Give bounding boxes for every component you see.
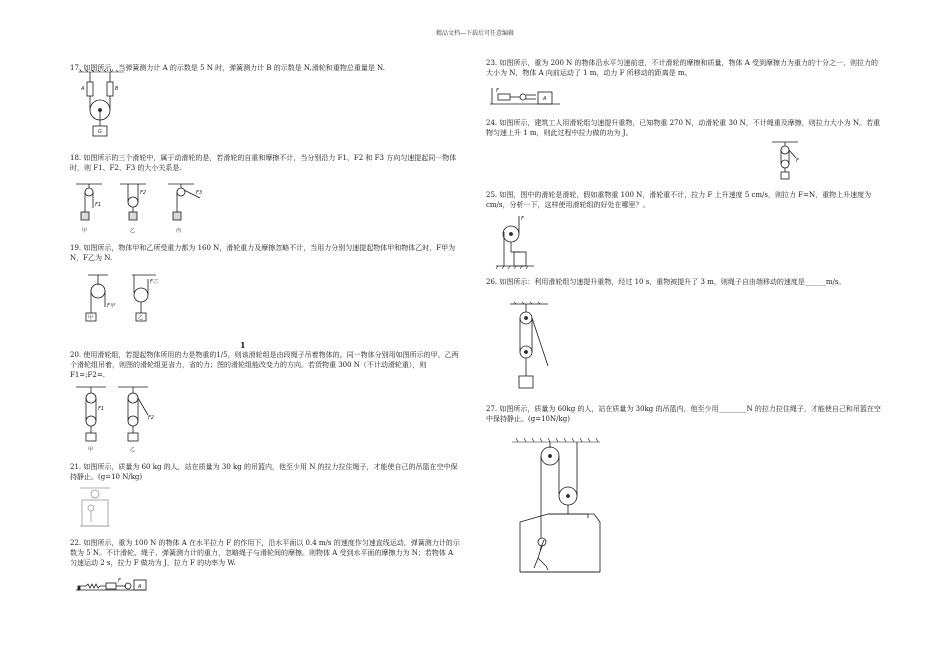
pulley-system-yi xyxy=(118,387,154,453)
label-bing: 丙 xyxy=(176,228,182,234)
figure-q17 xyxy=(78,70,138,145)
question-26: 26. 如图所示：利用滑轮组匀速提升重物，经过 10 s，重物被提升了 3 m，则绳子自由端移动的速度是______m/s。 xyxy=(486,278,846,286)
figure-q19 xyxy=(76,273,186,328)
label-f-25: F xyxy=(521,216,524,222)
question-27: 27. 如图所示，质量为 60kg 的人，站在质量为 30kg 的吊篮内，他至少用________N 的拉力拉住绳子，才能使自己和吊篮在空中保持静止。(g=10N/kg) xyxy=(486,405,881,424)
label-f2-20: F2 xyxy=(148,415,155,421)
label-f-24: F xyxy=(796,158,799,164)
page-number: 1 xyxy=(240,340,246,350)
label-a-22: A xyxy=(138,584,142,590)
figure-q20 xyxy=(76,385,176,455)
spring-scale-b xyxy=(107,82,113,96)
label-f3: F3 xyxy=(196,190,203,196)
question-20: 20. 使用滑轮组，若提起物体所用的力是物重的1/5，则该滑轮组是由段绳子吊着物体的。同一物体分别用如图所示的甲、乙两个滑轮组吊着，则图的滑轮组更省力，省的力；图的滑轮组能改变力的方向。若货物重 300 N（不计动滑轮重），则 F1=;F2=. xyxy=(70,351,459,380)
figure-q27 xyxy=(508,438,608,578)
pulley-fixed-jia xyxy=(86,275,116,321)
figure-q22 xyxy=(76,574,156,594)
label-f1-20: F1 xyxy=(98,406,105,412)
pulley-movable-yi xyxy=(132,275,158,321)
question-25: 25. 如图，图中的滑轮是滑轮，假如重物重 100 N，滑轮重不计，拉力 F 上升速度 5 cm/s，则拉力 F=N，重物上升速度为 cm/s，分析一下，这样使用滑轮组的好处在哪里？。 xyxy=(486,191,872,210)
question-21: 21. 如图所示，质量为 60 kg 的人，站在质量为 30 kg 的吊篮内，他至少用 N 的拉力拉住绳子，才能使自己的吊篮在空中保持静止。(g=10 N/kg) xyxy=(70,463,458,482)
pulley-yi xyxy=(120,184,146,234)
pulley-bing xyxy=(168,184,202,234)
figure-q25 xyxy=(494,212,540,270)
label-f-22: F xyxy=(118,578,121,584)
question-18: 18. 如图所示的三个滑轮中，属于动滑轮的是，若滑轮的自重和摩擦不计，当分别沿力 F1、F2 和 F3 方向匀速提起同一物体时，则 F1、F2、F3 的大小关系是. xyxy=(70,154,457,173)
question-24: 24. 如图所示，建筑工人用滑轮组匀速提升重物，已知物重 270 N，动滑轮重 30 N，不计绳重及摩擦，则拉力大小为 N。若重物匀速上升 1 m，则此过程中拉力做的功为 J。 xyxy=(486,119,881,138)
ceiling-hatch xyxy=(78,70,124,72)
label-a: A xyxy=(81,86,85,92)
label-g: G xyxy=(98,129,102,135)
label-f1: F1 xyxy=(95,202,102,208)
figure-q23 xyxy=(490,86,565,108)
ceiling xyxy=(512,438,600,442)
spring-scale-a xyxy=(87,82,93,96)
label-jia: 甲 xyxy=(82,228,88,234)
label-fjia: F甲 xyxy=(107,303,115,309)
figure-q21 xyxy=(76,486,116,531)
pulley-jia xyxy=(76,184,102,234)
question-19: 19. 如图所示，物体甲和乙所受重力都为 160 N，滑轮重力及摩擦忽略不计，当用力分别匀速提起物体甲和物体乙时，F甲为 N，F乙为 N. xyxy=(70,244,456,263)
label-a-23: A xyxy=(543,96,547,102)
question-22: 22. 如图所示，重为 100 N 的物体 A 在水平拉力 F 的作用下，沿水平面以 0.4 m/s 的速度作匀速直线运动，弹簧测力计的示数为 5 N。不计滑轮、绳子、弹簧测力计的重力，忽略绳子与滑轮间的摩擦。则物体 A 受到水平面的摩擦力为 N；若物体 A 匀速运动 2 s，拉力 F 做功为 J，拉力 F 的功率为 W. xyxy=(70,539,460,568)
label-jia-20: 甲 xyxy=(88,447,94,453)
label-yi-19: 乙 xyxy=(138,315,144,321)
pulley-system-jia xyxy=(76,387,106,453)
label-yi-20: 乙 xyxy=(130,447,136,453)
question-17: 17. 如图所示，当弹簧测力计 A 的示数是 5 N 时，弹簧测力计 B 的示数是 N,滑轮和重物总重量是 N. xyxy=(70,64,385,72)
basket-top xyxy=(548,514,588,518)
figure-q26 xyxy=(508,302,558,394)
figure-q24 xyxy=(768,140,808,182)
label-jia-19: 甲 xyxy=(88,315,94,321)
figure-q18 xyxy=(76,182,226,237)
label-f2: F2 xyxy=(140,190,147,196)
label-fyi: F乙 xyxy=(150,279,158,285)
question-23: 23. 如图所示，重为 200 N 的物体沿水平匀速前进，不计滑轮的摩擦和质量，物体 A 受到摩擦力为重力的十分之一，则拉力的大小为 N，物体 A 向前运动了 1 m，动力 F 所移动的距离是 m。 xyxy=(486,59,879,78)
basket xyxy=(520,514,600,572)
person xyxy=(534,538,548,570)
label-b: B xyxy=(115,86,119,92)
label-yi: 乙 xyxy=(130,228,136,234)
page-header: 精品文档---下载后可任意编辑 xyxy=(435,30,515,37)
label-f-23: F xyxy=(496,88,499,94)
